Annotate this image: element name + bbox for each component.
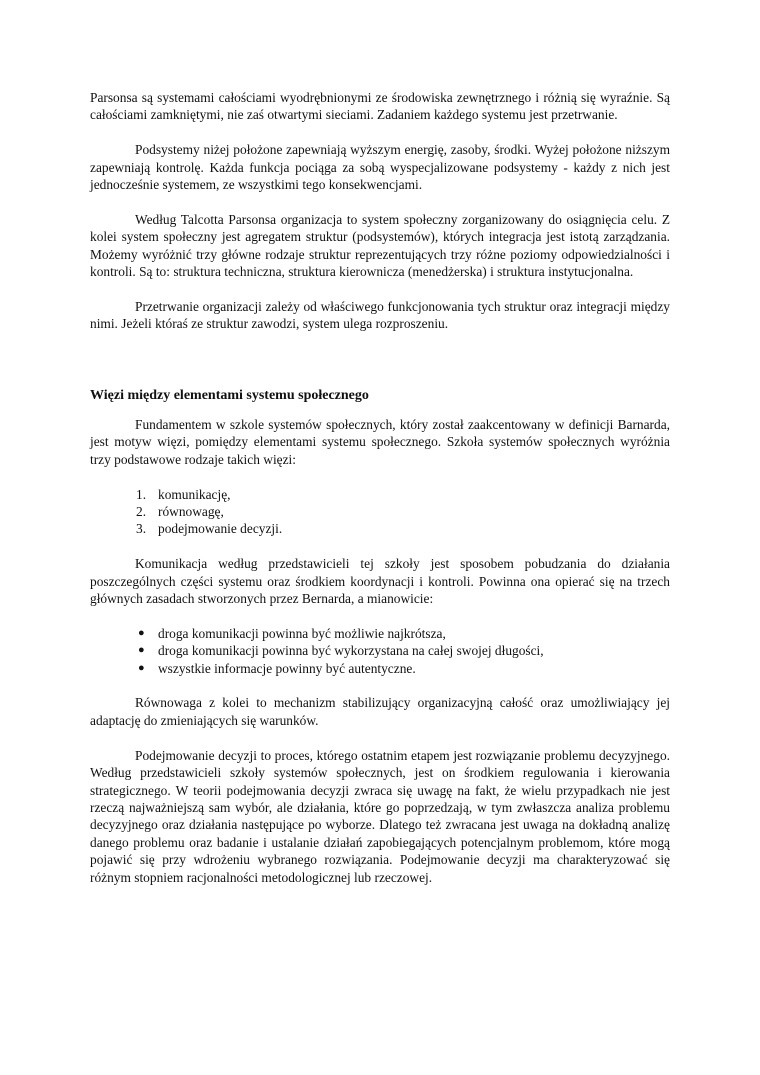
paragraph-organization-definition: Według Talcotta Parsonsa organizacja to system społeczny zorganizowany do osiągnięcia celu. Z kolei system społeczny jest agregatem struktur (podsystemów), których integracja jest istotą zarządzania. Możemy wyróżnić trzy główne rodzaje struktur reprezentujących trzy różne poziomy odpowiedzialności i kontroli. Są to: struktura techniczna, struktura kierownicza (menedżerska) i struktura instytucjonalna.: [90, 211, 670, 280]
paragraph-subsystems: Podsystemy niżej położone zapewniają wyższym energię, zasoby, środki. Wyżej położone niższym zapewniają kontrolę. Każda funkcja pociąga za sobą wyspecjalizowane podsystemy - każdy z nich jest jednocześnie systemem, ze wszystkimi tego konsekwencjami.: [90, 142, 670, 193]
paragraph-communication: Komunikacja według przedstawicieli tej szkoły jest sposobem pobudzania do działania poszczególnych części systemu oraz środkiem koordynacji i kontroli. Powinna ona opierać się na trzech głównych zasadach stworzonych przez Bernarda, a mianowicie:: [90, 556, 670, 607]
list-item-text: wszystkie informacje powinny być autentyczne.: [158, 660, 416, 676]
paragraph-bonds-intro: Fundamentem w szkole systemów społecznych, który został zaakcentowany w definicji Barnarda, jest motyw więzi, pomiędzy elementami systemu społecznego. Szkoła systemów społecznych wyróżnia trzy podstawowe rodzaje takich więzi:: [90, 417, 670, 467]
list-item-text: równowagę,: [158, 504, 224, 520]
paragraph-decision-making: Podejmowanie decyzji to proces, którego ostatnim etapem jest rozwiązanie problemu decyzyjnego. Według przedstawicieli szkoły systemów społecznych, jest on środkiem regulowania i kierowania strategicznego. W teorii podejmowania decyzji zwraca się uwagę na fakt, że wielu przypadkach nie jest rzeczą najważniejszą sam wybór, ale działania, które go poprzedzają, w tym zwłaszcza analiza problemu decyzyjnego oraz działania następujące po wyborze. Dlatego też zwracana jest uwaga na dokładną analizę danego problemu oraz badanie i ustalanie działań zapobiegających potencjalnym problemom, które mogą pojawić się przy wdrożeniu wybranego rozwiązania. Podejmowanie decyzji ma charakteryzować się różnym stopniem racjonalności metodologicznej lub rzeczowej.: [90, 747, 670, 885]
bullet-list: [90, 625, 670, 677]
numbered-list: [90, 486, 670, 538]
bullet-icon: ●: [138, 661, 145, 674]
list-item: [136, 486, 670, 503]
list-item-text: droga komunikacji powinna być wykorzystana na całej swojej długości,: [158, 643, 544, 659]
list-item: [136, 503, 670, 520]
list-item: [136, 520, 670, 537]
list-number: 2.: [136, 504, 147, 520]
paragraph-equilibrium: Równowaga z kolei to mechanizm stabilizujący organizacyjną całość oraz umożliwiający jej adaptację do zmieniających się warunków.: [90, 695, 670, 728]
list-item-text: podejmowanie decyzji.: [158, 521, 283, 537]
list-number: 3.: [136, 521, 147, 537]
bullet-icon: ●: [138, 644, 145, 657]
document-page: [90, 89, 670, 903]
paragraph-parsons-systems: Parsonsa są systemami całościami wyodrębnionymi ze środowiska zewnętrznego i różnią się wyraźnie. Są całościami zamkniętymi, nie zaś otwartymi sieciami. Zadaniem każdego systemu jest przetrwanie.: [90, 90, 670, 123]
list-number: 1.: [136, 486, 147, 502]
section-heading: Więzi między elementami systemu społecznego: [90, 387, 369, 403]
list-item: [136, 660, 670, 677]
list-item: [136, 625, 670, 642]
paragraph-organization-survival: Przetrwanie organizacji zależy od właściwego funkcjonowania tych struktur oraz integracji między nimi. Jeżeli któraś ze struktur zawodzi, system ulega rozproszeniu.: [90, 298, 670, 332]
bullet-icon: ●: [138, 626, 145, 639]
list-item: [136, 642, 670, 659]
list-item-text: droga komunikacji powinna być możliwie najkrótsza,: [158, 625, 446, 641]
list-item-text: komunikację,: [158, 486, 231, 502]
